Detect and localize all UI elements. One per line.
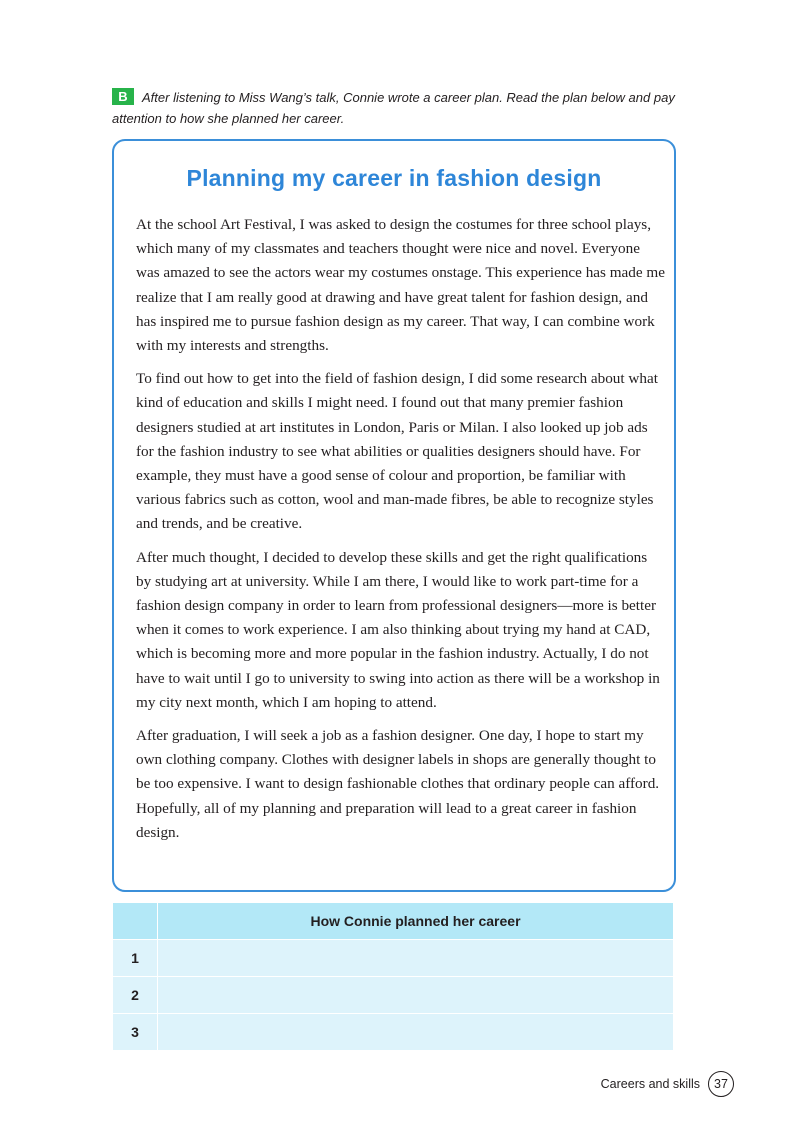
table-row xyxy=(113,1014,674,1051)
plan-paragraph-2: To find out how to get into the field of fashion design, I did some research about what kind of education and skills I might need. I found out that many premier fashion designers studied at art institutes in London, Paris or Milan. I also looked up job ads for the fashion industry to see what abilities or qualities designers should have. For example, they must have a good sense of colour and proportion, be familiar with various fabrics such as cotton, wool and man-made fibres, be able to recognize styles and trends, and be creative. xyxy=(136,370,658,533)
answer-cell[interactable] xyxy=(158,1014,674,1051)
table-row xyxy=(113,940,674,977)
exercise-badge: B xyxy=(112,88,134,105)
plan-body xyxy=(136,213,666,854)
career-plan-table xyxy=(112,902,674,1051)
section-name: Careers and skills xyxy=(600,1077,700,1091)
exercise-instruction xyxy=(112,87,692,129)
answer-cell[interactable] xyxy=(158,977,674,1014)
career-plan-panel xyxy=(112,139,676,892)
row-number: 3 xyxy=(113,1014,158,1051)
plan-paragraph-4: After graduation, I will seek a job as a fashion designer. One day, I hope to start my own clothing company. Clothes with designer labels in shops are generally thought to be too expensive. I want to design fashionable clothes that ordinary people can afford. Hopefully, all of my planning and preparation will lead to a great career in fashion design. xyxy=(136,727,660,841)
page-footer xyxy=(601,1071,734,1097)
row-number: 2 xyxy=(113,977,158,1014)
table-header-row xyxy=(113,903,674,940)
plan-paragraph-1: At the school Art Festival, I was asked to design the costumes for three school plays, which many of my classmates and teachers thought were nice and novel. Everyone was amazed to see the actors wear my costumes onstage. This experience has made me realize that I am really good at drawing and have great talent for fashion design, and has inspired me to pursue fashion design as my career. That way, I can combine work with my interests and strengths. xyxy=(136,216,665,355)
page-number: 37 xyxy=(708,1071,734,1097)
table-header: How Connie planned her career xyxy=(158,903,674,940)
plan-title: Planning my career in fashion design xyxy=(186,165,602,191)
row-number: 1 xyxy=(113,940,158,977)
plan-paragraph-3: After much thought, I decided to develop these skills and get the right qualifications by studying art at university. While I am there, I would like to work part-time for a fashion design company in order to learn from professional designers—more is better when it comes to work experience. I am also thinking about trying my hand at CAD, which is becoming more and more popular in the fashion industry. Actually, I do not have to wait until I go to university to swing into action as there will be a workshop in my city next month, which I am hoping to attend. xyxy=(136,548,660,711)
table-row xyxy=(113,977,674,1014)
table-corner-cell xyxy=(113,903,158,940)
instruction-text: After listening to Miss Wang’s talk, Connie wrote a career plan. Read the plan below and pay attention to how she planned her career. xyxy=(112,90,675,126)
answer-cell[interactable] xyxy=(158,940,674,977)
